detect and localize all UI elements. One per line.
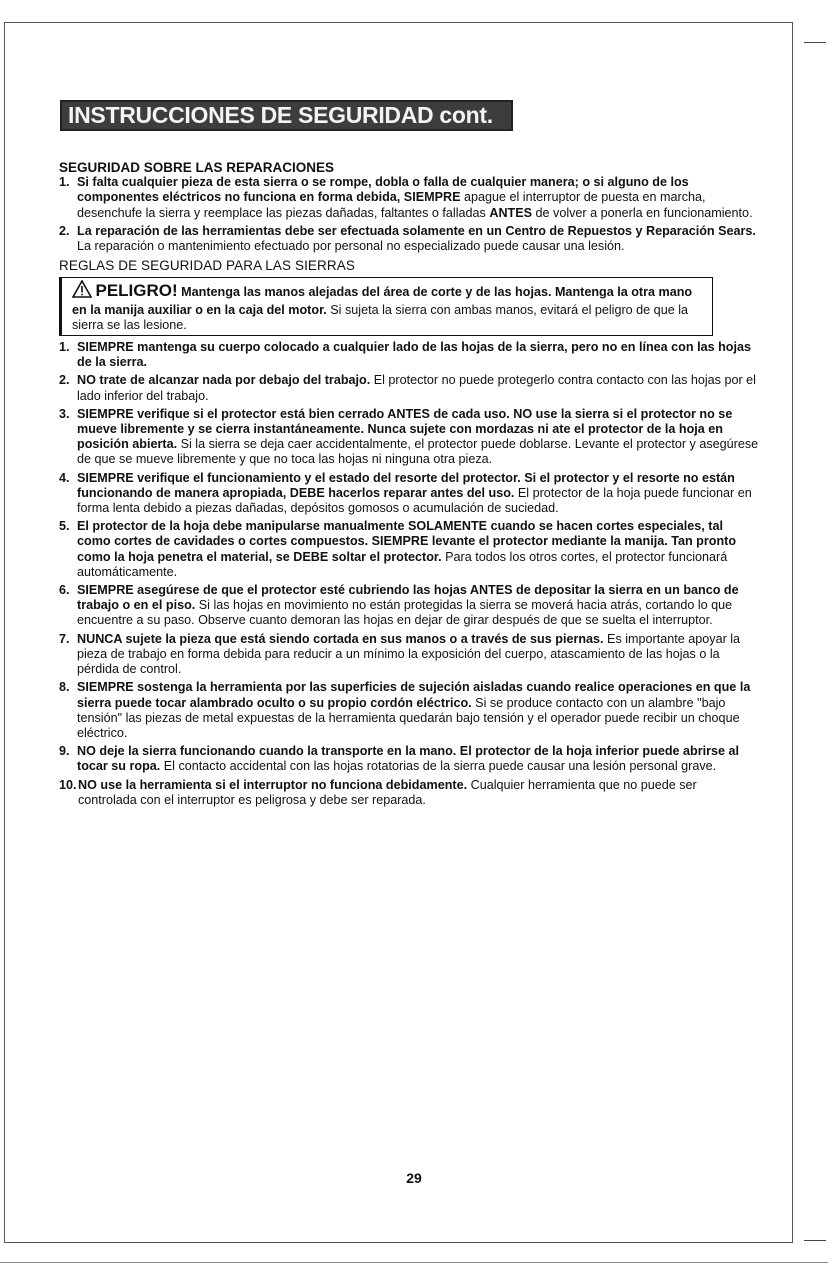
danger-title: PELIGRO! — [95, 281, 178, 301]
list-item: 5. El protector de la hoja debe manipularse manualmente SOLAMENTE cuando se hacen cortes especiales, tal como cortes de cavidades o cortes compuestos. SIEMPRE levante el protector mediante la manija. Tan pronto como la hoja penetra el material, se DEBE soltar el protector. Para todos los otros cortes, el protector funcionará automáticamente. — [59, 519, 737, 579]
document-body — [59, 160, 759, 811]
list-item: 8. SIEMPRE sostenga la herramienta por las superficies de sujeción aisladas cuando realice operaciones en que la sierra puede tocar alambrado oculto o su propio cordón eléctrico. Si se produce contacto con un alambre "bajo tensión" las piezas de metal expuestas de la herramienta quedarán bajo tensión y el operador puede recibir un choque eléctrico. — [59, 680, 751, 740]
list-item: 2. La reparación de las herramientas debe ser efectuada solamente en un Centro de Repuestos y Reparación Sears. La reparación o mantenimiento efectuado por personal no especializado puede causar una lesión. — [59, 223, 756, 254]
list-item: 9. NO deje la sierra funcionando cuando la transporte en la mano. El protector de la hoja inferior puede abrirse al tocar su ropa. El contacto accidental con las hojas rotatorias de la sierra puede causar una lesión personal grave. — [59, 744, 740, 774]
list-item: 2. NO trate de alcanzar nada por debajo del trabajo. El protector no puede protegerlo contra contacto con las hojas por el lado inferior del trabajo. — [59, 373, 756, 403]
danger-box: PELIGRO! Mantenga las manos alejadas del área de corte y de las hojas. Mantenga la otra mano en la manija auxiliar o en la caja del motor. Si sujeta la sierra con ambas manos, evitará el peligro de que la sierra se las lesione. — [59, 277, 713, 336]
margin-rule — [804, 1240, 826, 1241]
list-item: 10. NO use la herramienta si el interruptor no funciona debidamente. Cualquier herramienta que no puede ser controlada con el interruptor es peligrosa y debe ser reparada. — [59, 777, 697, 807]
list-item: 3. SIEMPRE verifique si el protector está bien cerrado ANTES de cada uso. NO use la sierra si el protector no se mueve libremente y se cierra instantáneamente. Nunca sujete con mordazas ni ate el protector de la hoja en posición abierta. Si la sierra se deja caer accidentalmente, el protector puede doblarse. Levante el protector y asegúrese de que se mueve libremente y que no toca las hojas ni ninguna otra pieza. — [59, 406, 759, 467]
list-item: 1. SIEMPRE mantenga su cuerpo colocado a cualquier lado de las hojas de la sierra, pero no en línea con las hojas de la sierra. — [59, 340, 751, 370]
list-item: 7. NUNCA sujete la pieza que está siendo cortada en sus manos o a través de sus piernas. Es importante apoyar la pieza de trabajo en forma debida para reducir a un mínimo la exposición del cuerpo, atascamiento de las hojas o la pérdida de control. — [59, 631, 741, 677]
list-item: 1. Si falta cualquier pieza de esta sierra o se rompe, dobla o falla de cualquier manera; o si alguno de los componentes eléctricos no funciona en forma debida, SIEMPRE apague el interruptor de puesta en marcha, desenchufe la sierra y reemplace las piezas dañadas, faltantes o falladas ANTES de volver a ponerla en funcionamiento. — [59, 175, 753, 220]
list-item: 6. SIEMPRE asegúrese de que el protector esté cubriendo las hojas ANTES de depositar la sierra en un banco de trabajo o en el piso. Si las hojas en movimiento no están protegidas la sierra se moverá hacia atrás, cortando lo que encuentre a su paso. Observe cuanto demoran las hojas en dejar de girar después de que se suelta el interruptor. — [59, 583, 739, 628]
saw-rules-heading: REGLAS DE SEGURIDAD PARA LAS SIERRAS — [59, 258, 355, 274]
repair-safety-heading: SEGURIDAD SOBRE LAS REPARACIONES — [59, 160, 335, 175]
margin-rule — [804, 42, 826, 43]
list-item: 4. SIEMPRE verifique el funcionamiento y el estado del resorte del protector. Si el protector y el resorte no están funcionando de manera apropiada, DEBE hacerlos reparar antes del uso. El protector de la hoja puede funcionar en forma lenta debido a piezas dañadas, depósitos gomosos o acumulación de suciedad. — [59, 470, 752, 516]
warning-triangle-icon — [72, 280, 92, 302]
page-number: 29 — [406, 1170, 422, 1186]
section-banner: INSTRUCCIONES DE SEGURIDAD cont. — [60, 100, 513, 131]
bottom-rule — [0, 1262, 828, 1263]
